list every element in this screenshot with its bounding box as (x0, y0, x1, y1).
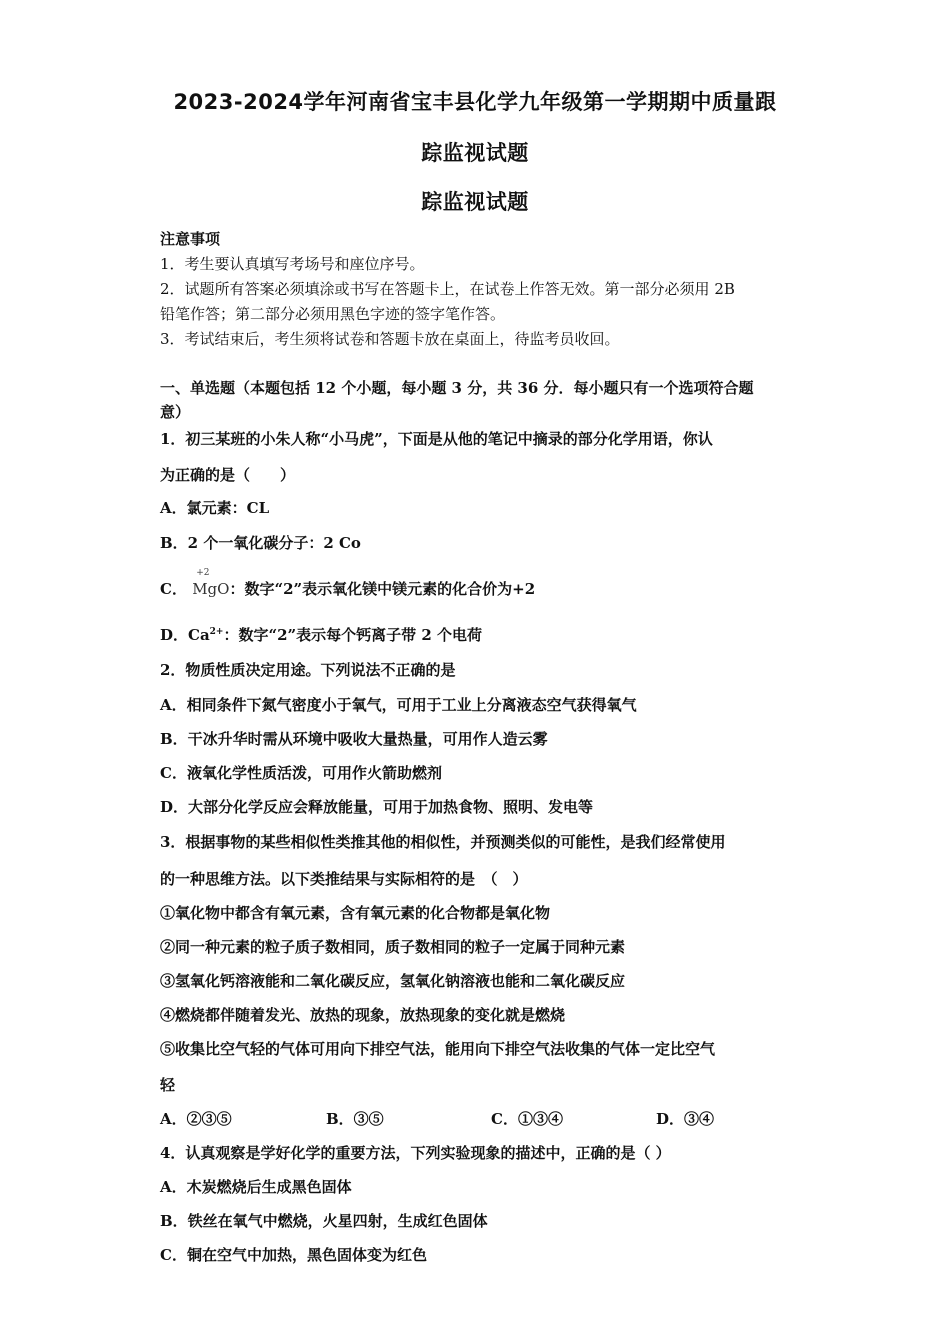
q1-option-d-label: D．Ca (160, 626, 210, 644)
q3-stem-cont: 的一种思维方法。以下类推结果与实际相符的是 （ ） (160, 870, 528, 888)
q3-stem: 3．根据事物的某些相似性类推其他的相似性，并预测类似的可能性，是我们经常使用 (160, 833, 726, 851)
q2-option-c: C．液氧化学性质活泼，可用作火箭助燃剂 (160, 764, 442, 782)
q1-option-c-label: C． (160, 580, 187, 598)
mgo-formula-text: MgO (192, 580, 230, 598)
q1-stem: 1．初三某班的小朱人称“小马虎”，下面是从他的笔记中摘录的部分化学用语，你认 (160, 430, 713, 448)
q1-option-d-text: ：数字“2”表示每个钙离子带 2 个电荷 (223, 626, 483, 644)
q1-option-b: B．2 个一氧化碳分子：2 Co (160, 534, 361, 552)
notice-item-3: 3．考试结束后，考生须将试卷和答题卡放在桌面上，待监考员收回。 (160, 330, 620, 348)
notice-heading: 注意事项 (160, 230, 221, 248)
q3-option-a: A．②③⑤ (160, 1110, 232, 1128)
q1-option-d (160, 624, 482, 645)
notice-item-1: 1．考生要认真填写考场号和座位序号。 (160, 255, 425, 273)
q4-option-b: B．铁丝在氧气中燃烧，火星四射，生成红色固体 (160, 1212, 488, 1230)
q3-statement-3: ③氢氧化钙溶液能和二氧化碳反应，氢氧化钠溶液也能和二氧化碳反应 (160, 972, 626, 990)
q3-statement-4: ④燃烧都伴随着发光、放热的现象，放热现象的变化就是燃烧 (160, 1006, 566, 1024)
q3-option-d: D．③④ (656, 1110, 715, 1128)
title-line-2: 踪监视试题 (421, 141, 529, 165)
q3-option-b: B．③⑤ (326, 1110, 384, 1128)
mgo-formula (192, 568, 230, 598)
q3-statement-5: ⑤收集比空气轻的气体可用向下排空气法，能用向下排空气法收集的气体一定比空气 (160, 1040, 716, 1058)
q3-statement-1: ①氧化物中都含有氧元素，含有氧元素的化合物都是氧化物 (160, 904, 551, 922)
ca-charge: 2+ (209, 627, 224, 637)
q1-option-c (160, 568, 536, 599)
q2-option-a: A．相同条件下氮气密度小于氧气，可用于工业上分离液态空气获得氧气 (160, 696, 637, 714)
mgo-charge: +2 (196, 568, 210, 578)
q4-option-a: A．木炭燃烧后生成黑色固体 (160, 1178, 352, 1196)
notice-item-2-cont: 铅笔作答；第二部分必须用黑色字迹的签字笔作答。 (160, 305, 506, 323)
section-heading: 一、单选题（本题包括 12 个小题，每小题 3 分，共 36 分．每小题只有一个选项符合题 (160, 379, 754, 397)
q2-option-b: B．干冰升华时需从环境中吸收大量热量，可用作人造云雾 (160, 730, 548, 748)
section-heading-cont: 意） (160, 403, 191, 421)
title-line-1: 2023-2024学年河南省宝丰县化学九年级第一学期期中质量跟 (173, 90, 777, 114)
q1-option-a: A．氯元素：CL (160, 499, 270, 517)
q3-option-c: C．①③④ (491, 1110, 563, 1128)
q2-stem: 2．物质性质决定用途。下列说法不正确的是 (160, 661, 456, 679)
q2-option-d: D．大部分化学反应会释放能量，可用于加热食物、照明、发电等 (160, 798, 594, 816)
q1-stem-cont: 为正确的是（ ） (160, 466, 296, 484)
title-line-3: 踪监视试题 (421, 190, 529, 214)
q3-statement-5-cont: 轻 (160, 1076, 176, 1094)
q4-stem: 4．认真观察是学好化学的重要方法，下列实验现象的描述中，正确的是（ ） (160, 1144, 671, 1162)
notice-item-2: 2．试题所有答案必须填涂或书写在答题卡上，在试卷上作答无效。第一部分必须用 2B (160, 280, 735, 298)
q1-option-c-text: ：数字“2”表示氧化镁中镁元素的化合价为+2 (229, 580, 536, 598)
q3-statement-2: ②同一种元素的粒子质子数相同，质子数相同的粒子一定属于同种元素 (160, 938, 626, 956)
q4-option-c: C．铜在空气中加热，黑色固体变为红色 (160, 1246, 427, 1264)
